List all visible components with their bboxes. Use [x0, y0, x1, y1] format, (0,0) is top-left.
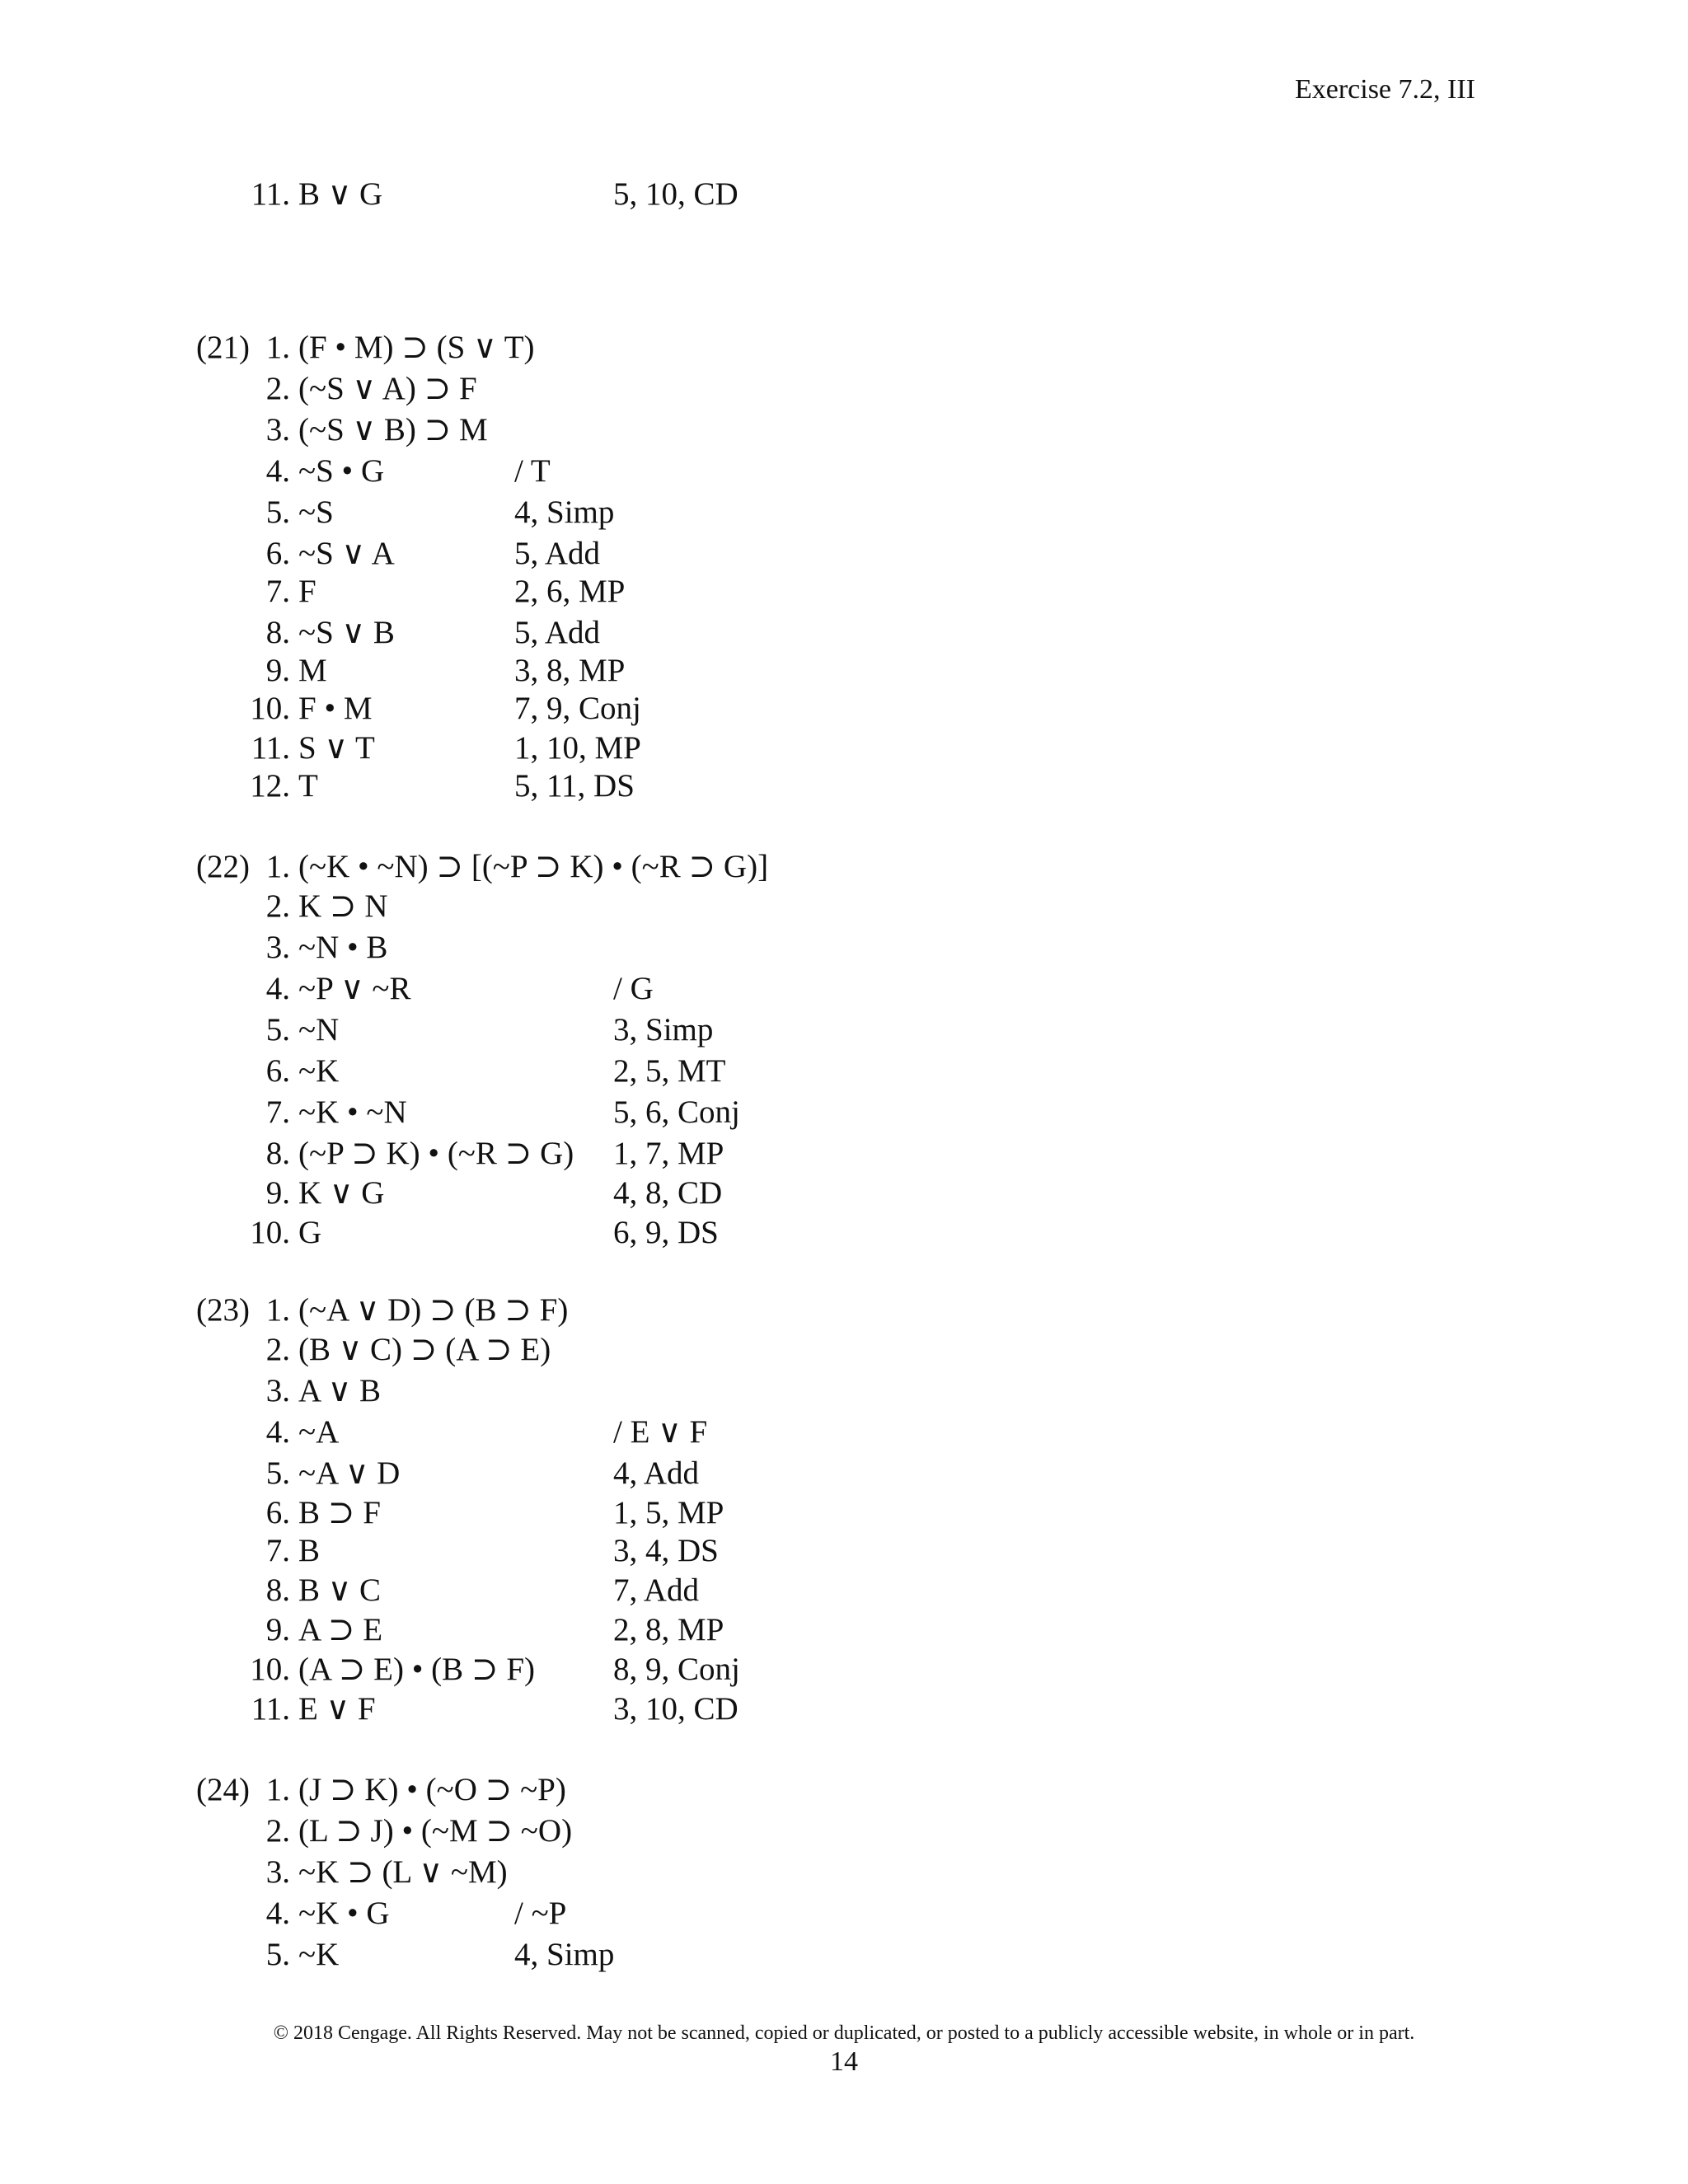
line-number: 10.: [250, 1652, 290, 1687]
line-number: 5.: [265, 1455, 290, 1491]
line-number: 2.: [265, 1332, 290, 1367]
line-justification: 4, Simp: [514, 494, 615, 530]
line-number: 1.: [265, 849, 290, 884]
problem-label: (21): [196, 330, 250, 365]
line-justification: 2, 6, MP: [514, 574, 626, 609]
line-number: 10.: [250, 691, 290, 726]
problem-label: (24): [196, 1772, 250, 1807]
line-statement: B ∨ C: [298, 1572, 382, 1608]
line-number: 11.: [251, 176, 290, 212]
proof-line: [0, 691, 1154, 727]
proof-line: [0, 1772, 1154, 1808]
proof-line: [0, 730, 1154, 766]
line-justification: 1, 10, MP: [514, 730, 641, 766]
proof-line: [0, 1012, 1154, 1048]
line-justification: / T: [514, 453, 551, 489]
proof-line: [0, 1094, 1154, 1131]
line-number: 3.: [265, 1373, 290, 1408]
proof-line: [0, 536, 1154, 572]
proof-line: [0, 653, 1154, 689]
line-number: 5.: [265, 494, 290, 530]
line-statement: F • M: [298, 691, 373, 726]
line-statement: ~S: [298, 494, 334, 530]
proof-line: [0, 1572, 1154, 1609]
line-justification: / G: [613, 971, 654, 1006]
line-justification: 4, Simp: [514, 1937, 615, 1972]
line-justification: 3, 4, DS: [613, 1533, 719, 1568]
line-statement: ~S ∨ B: [298, 615, 395, 650]
proof-line: [0, 1455, 1154, 1492]
line-number: 1.: [265, 1292, 290, 1328]
line-number: 6.: [265, 1495, 290, 1530]
line-statement: S ∨ T: [298, 730, 375, 766]
proof-line: [0, 330, 1154, 366]
line-number: 11.: [251, 730, 290, 766]
line-number: 7.: [265, 1533, 290, 1568]
line-justification: 5, Add: [514, 615, 601, 650]
line-justification: 3, 8, MP: [514, 653, 626, 688]
line-justification: 2, 8, MP: [613, 1612, 724, 1647]
line-justification: 5, Add: [514, 536, 601, 571]
line-number: 4.: [265, 1896, 290, 1931]
line-statement: ~A: [298, 1414, 340, 1450]
proof-line: [0, 930, 1154, 966]
line-statement: K ∨ G: [298, 1175, 385, 1211]
line-statement: (A ⊃ E) • (B ⊃ F): [298, 1652, 535, 1687]
line-justification: 5, 6, Conj: [613, 1094, 740, 1130]
line-number: 2.: [265, 1813, 290, 1849]
line-number: 4.: [265, 453, 290, 489]
line-statement: (F • M) ⊃ (S ∨ T): [298, 330, 535, 365]
line-justification: 8, 9, Conj: [613, 1652, 740, 1687]
line-statement: A ⊃ E: [298, 1612, 383, 1647]
line-statement: M: [298, 653, 327, 688]
proof-line: [0, 1495, 1154, 1531]
proof-line: [0, 176, 1154, 213]
line-number: 3.: [265, 930, 290, 965]
proof-line: [0, 849, 1154, 885]
page-header: Exercise 7.2, III: [1294, 74, 1475, 105]
line-number: 12.: [250, 768, 290, 804]
line-justification: 7, Add: [613, 1572, 700, 1608]
line-statement: (~S ∨ B) ⊃ M: [298, 412, 488, 448]
line-number: 2.: [265, 888, 290, 924]
line-number: 6.: [265, 536, 290, 571]
line-statement: E ∨ F: [298, 1691, 376, 1727]
line-number: 1.: [265, 330, 290, 365]
line-justification: 7, 9, Conj: [514, 691, 641, 726]
proof-line: [0, 1373, 1154, 1409]
line-justification: 1, 7, MP: [613, 1136, 724, 1171]
line-number: 4.: [265, 971, 290, 1006]
line-statement: (~A ∨ D) ⊃ (B ⊃ F): [298, 1292, 569, 1328]
line-statement: (~K • ~N) ⊃ [(~P ⊃ K) • (~R ⊃ G)]: [298, 849, 769, 884]
proof-line: [0, 412, 1154, 448]
line-number: 5.: [265, 1012, 290, 1047]
problem-label: (22): [196, 849, 250, 884]
line-statement: ~N • B: [298, 930, 388, 965]
proof-line: [0, 615, 1154, 651]
line-number: 8.: [265, 615, 290, 650]
proof-line: [0, 494, 1154, 531]
page-number: 14: [830, 2046, 858, 2077]
proof-line: [0, 1136, 1154, 1172]
line-statement: ~N: [298, 1012, 340, 1047]
proof-line: [0, 1332, 1154, 1368]
line-number: 6.: [265, 1053, 290, 1089]
line-statement: (~S ∨ A) ⊃ F: [298, 371, 477, 406]
line-justification: 4, Add: [613, 1455, 700, 1491]
line-statement: B: [298, 1533, 321, 1568]
line-number: 4.: [265, 1414, 290, 1450]
proof-line: [0, 1937, 1154, 1973]
proof-line: [0, 1414, 1154, 1451]
line-justification: 1, 5, MP: [613, 1495, 724, 1530]
line-statement: G: [298, 1215, 322, 1250]
line-statement: T: [298, 768, 318, 804]
line-statement: ~K ⊃ (L ∨ ~M): [298, 1854, 508, 1890]
proof-line: [0, 768, 1154, 804]
line-statement: B ∨ G: [298, 176, 383, 212]
line-statement: (L ⊃ J) • (~M ⊃ ~O): [298, 1813, 573, 1849]
line-statement: ~A ∨ D: [298, 1455, 401, 1491]
line-number: 11.: [251, 1691, 290, 1727]
proof-line: [0, 1175, 1154, 1212]
proof-line: [0, 1215, 1154, 1251]
line-statement: ~K: [298, 1937, 340, 1972]
line-statement: ~K • ~N: [298, 1094, 407, 1130]
line-number: 9.: [265, 1612, 290, 1647]
line-justification: 2, 5, MT: [613, 1053, 726, 1089]
line-number: 1.: [265, 1772, 290, 1807]
line-number: 8.: [265, 1572, 290, 1608]
line-justification: / E ∨ F: [613, 1414, 708, 1450]
line-statement: B ⊃ F: [298, 1495, 381, 1530]
line-justification: 4, 8, CD: [613, 1175, 723, 1211]
line-justification: 6, 9, DS: [613, 1215, 719, 1250]
proof-line: [0, 1053, 1154, 1090]
copyright-notice: © 2018 Cengage. All Rights Reserved. May not be scanned, copied or duplicated, or posted to a publicly accessible website, in whole or in part.: [273, 2022, 1415, 2044]
line-statement: A ∨ B: [298, 1373, 382, 1408]
line-number: 8.: [265, 1136, 290, 1171]
line-statement: ~K • G: [298, 1896, 390, 1931]
line-justification: 5, 10, CD: [613, 176, 738, 212]
line-number: 3.: [265, 1854, 290, 1890]
proof-line: [0, 371, 1154, 407]
line-number: 3.: [265, 412, 290, 448]
line-number: 9.: [265, 1175, 290, 1211]
proof-line: [0, 971, 1154, 1007]
line-statement: K ⊃ N: [298, 888, 388, 924]
line-statement: F: [298, 574, 316, 609]
line-number: 7.: [265, 574, 290, 609]
line-justification: / ~P: [514, 1896, 567, 1931]
line-statement: (~P ⊃ K) • (~R ⊃ G): [298, 1136, 574, 1171]
proof-line: [0, 574, 1154, 610]
line-statement: ~S ∨ A: [298, 536, 395, 571]
proof-line: [0, 888, 1154, 925]
proof-line: [0, 1691, 1154, 1727]
proof-line: [0, 453, 1154, 490]
problem-label: (23): [196, 1292, 250, 1328]
proof-line: [0, 1854, 1154, 1891]
line-statement: (J ⊃ K) • (~O ⊃ ~P): [298, 1772, 566, 1807]
line-statement: (B ∨ C) ⊃ (A ⊃ E): [298, 1332, 551, 1367]
proof-line: [0, 1612, 1154, 1648]
line-number: 2.: [265, 371, 290, 406]
line-justification: 3, 10, CD: [613, 1691, 738, 1727]
line-justification: 5, 11, DS: [514, 768, 635, 804]
line-statement: ~S • G: [298, 453, 385, 489]
line-number: 9.: [265, 653, 290, 688]
proof-line: [0, 1896, 1154, 1932]
line-number: 5.: [265, 1937, 290, 1972]
proof-line: [0, 1533, 1154, 1569]
proof-line: [0, 1292, 1154, 1329]
line-number: 7.: [265, 1094, 290, 1130]
line-justification: 3, Simp: [613, 1012, 714, 1047]
proof-line: [0, 1813, 1154, 1849]
line-number: 10.: [250, 1215, 290, 1250]
line-statement: ~K: [298, 1053, 340, 1089]
line-statement: ~P ∨ ~R: [298, 971, 411, 1006]
proof-line: [0, 1652, 1154, 1688]
